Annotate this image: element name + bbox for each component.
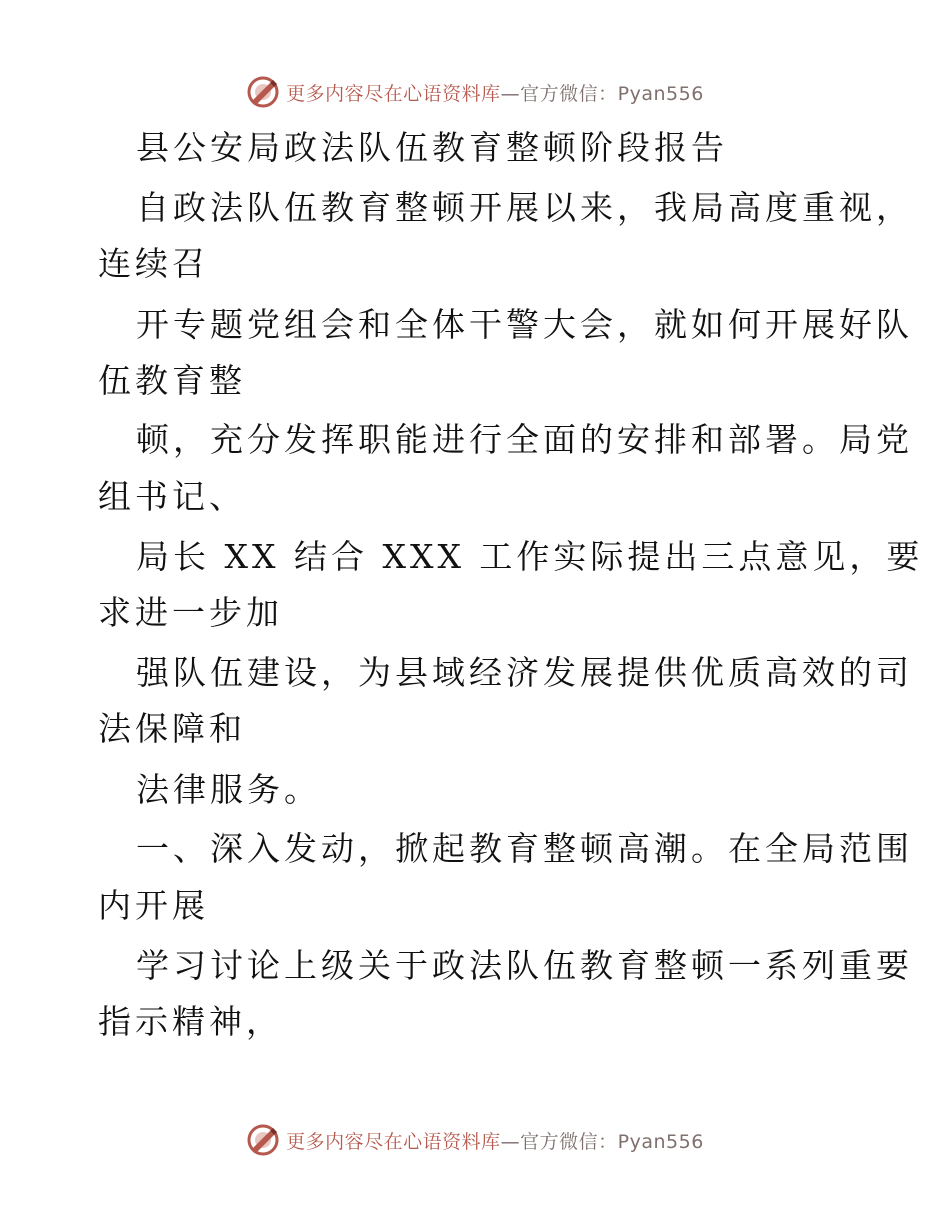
watermark-separator: — (500, 82, 521, 105)
paragraph-line: 法保障和 (98, 709, 246, 748)
watermark-brand: 更多内容尽在心语资料库 (286, 82, 501, 105)
paragraph-line: 指示精神， (98, 1002, 283, 1041)
watermark-text (286, 79, 704, 106)
paragraph-line: 法律服务。 (136, 770, 321, 809)
paragraph-line: 连续召 (98, 244, 209, 283)
watermark-brand: 更多内容尽在心语资料库 (286, 1130, 501, 1153)
watermark-text (286, 1127, 704, 1154)
watermark-separator: — (500, 1130, 521, 1153)
watermark-contact: 官方微信：Pyan556 (520, 82, 704, 105)
paragraph-line: 局长 XX 结合 XXX 工作实际提出三点意见，要 (136, 537, 924, 576)
watermark-banner-bottom (0, 1120, 950, 1160)
watermark-contact: 官方微信：Pyan556 (520, 1130, 704, 1153)
section-heading-line: 一、深入发动，掀起教育整顿高潮。在全局范围 (136, 829, 913, 868)
paragraph-line: 自政法队伍教育整顿开展以来，我局高度重视， (136, 188, 913, 227)
paragraph-line: 强队伍建设，为县域经济发展提供优质高效的司 (136, 653, 913, 692)
paragraph-line: 学习讨论上级关于政法队伍教育整顿一系列重要 (136, 946, 913, 985)
paragraph-line: 求进一步加 (98, 593, 283, 632)
watermark-banner-top (0, 72, 950, 112)
pen-circle-logo-icon (246, 75, 280, 109)
paragraph-line: 开专题党组会和全体干警大会，就如何开展好队 (136, 305, 913, 344)
paragraph-line: 内开展 (98, 886, 209, 925)
document-title: 县公安局政法队伍教育整顿阶段报告 (136, 128, 728, 167)
paragraph-line: 伍教育整 (98, 361, 246, 400)
paragraph-line: 顿，充分发挥职能进行全面的安排和部署。局党 (136, 420, 913, 459)
pen-circle-logo-icon (246, 1123, 280, 1157)
paragraph-line: 组书记、 (98, 477, 246, 516)
